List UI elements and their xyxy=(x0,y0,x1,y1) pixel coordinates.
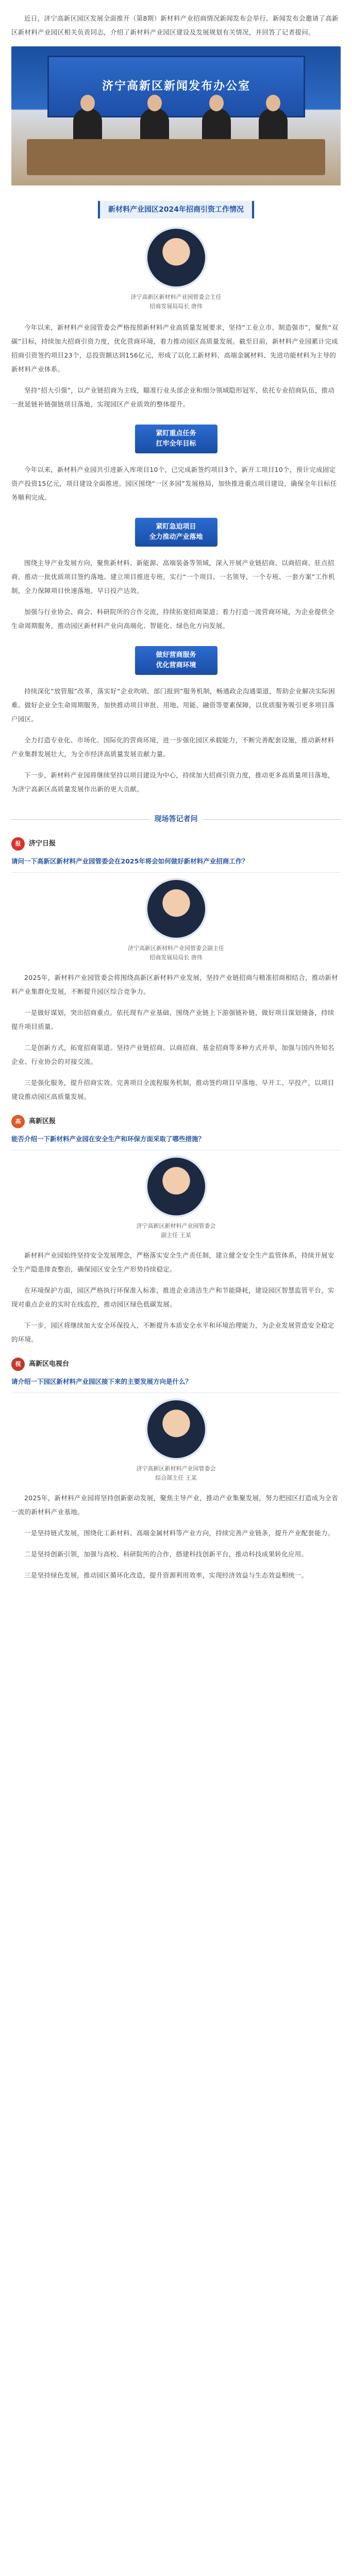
answer-paragraph: 一是做好谋划，突出招商重点。依托现有产业基础，围绕产业链上下游强链补链，做好项目谋划储备，持续提升项目质量。 xyxy=(11,1009,334,1030)
banner-line2: 扛牢全年目标 xyxy=(156,440,196,448)
speaker-card xyxy=(22,227,331,311)
screen-text: 济宁高新区新闻发布办公室 xyxy=(102,80,250,93)
body-paragraph: 持续深化“放管服”改革，落实好“企业吹哨、部门报到”服务机制，畅通政企沟通渠道，帮助企业解决实际困难。做好企业全生命周期服务，加快推动项目审批、用地、用能、融资等要素保障，以优质服务吸引更多项目落户园区。 xyxy=(11,687,336,723)
qa-divider xyxy=(11,812,341,826)
intro-paragraph: 近日，济宁高新区园区发展全面推开（第8期）新材料产业招商情况新闻发布会举行。新闻发布会邀请了高新区新材料产业园区相关负责同志，介绍了新材料产业园区建设及发展规划有关情况，并回答了记者提问。 xyxy=(11,14,339,36)
subsection-banner xyxy=(135,646,217,675)
reporter-question: 能否介绍一下新材料产业园在安全生产和环保方面采取了哪些措施？ xyxy=(11,1135,205,1143)
speaker-caption-line2: 综合部主任 王某 xyxy=(155,1475,197,1481)
answer-paragraph: 在环境保护方面，园区严格执行环保准入标准，推进企业清洁生产和节能降耗，建设园区智慧监管平台，实现对重点企业的实时在线监控，推动园区绿色低碳发展。 xyxy=(11,1286,334,1308)
speaker-card xyxy=(22,1156,331,1240)
answer-paragraph: 下一步，园区将继续加大安全环保投入，不断提升本质安全水平和环境治理能力，为企业发展营造安全稳定的环境。 xyxy=(11,1321,334,1343)
reporter-question: 请介绍一下园区新材料产业园区接下来的主要发展方向是什么？ xyxy=(11,1378,192,1385)
subsection-banner xyxy=(135,425,217,453)
speaker-caption-line1: 济宁高新区新材料产业园管委会副主任 xyxy=(128,945,224,952)
media-logo-icon: 报 xyxy=(11,837,25,851)
question-underline xyxy=(11,872,341,873)
subsection-banner xyxy=(135,518,217,547)
answer-paragraph: 三是强化服务，提升招商实效。完善项目全流程服务机制，推动签约项目早落地、早开工、早投产，以项目建设推动园区高质量发展。 xyxy=(11,1079,334,1100)
body-paragraph: 全力打造专业化、市场化、国际化的营商环境，进一步强化园区承载能力，不断完善配套设施，推动新材料产业集群发展壮大，为全市经济高质量发展贡献力量。 xyxy=(11,736,334,758)
media-logo-icon: 高 xyxy=(11,1115,25,1128)
speaker-caption-line2: 招商发展局局长 唐伟 xyxy=(149,303,203,310)
answer-paragraph: 一是坚持链式发展，围绕化工新材料、高端金属材料等产业方向，持续完善产业链条，提升产业配套能力。 xyxy=(24,1529,334,1537)
speaker-avatar xyxy=(145,227,207,289)
media-source xyxy=(11,1358,341,1371)
media-name: 济宁日报 xyxy=(29,840,56,848)
banner-line1: 紧盯急迫项目 xyxy=(156,523,196,531)
media-name: 高新区电视台 xyxy=(29,1360,70,1368)
media-source xyxy=(11,837,341,851)
speaker-card xyxy=(22,878,331,962)
speaker-caption-line2: 副主任 王某 xyxy=(161,1232,191,1239)
section-title-text: 新材料产业园区2024年招商引资工作情况 xyxy=(98,201,254,218)
answer-paragraph: 新材料产业园始终坚持安全发展理念，严格落实安全生产责任制，建立健全安全生产监管体系，持续开展安全生产隐患排查整治，确保园区安全生产形势持续稳定。 xyxy=(11,1251,334,1273)
speaker-card xyxy=(22,1398,331,1483)
media-name: 高新区报 xyxy=(29,1117,56,1125)
body-paragraph: 加强与行业协会、商会、科研院所的合作交流，持续拓宽招商渠道；着力打造一流营商环境，为企业提供全生命周期服务，推动园区新材料产业向高端化、智能化、绿色化方向发展。 xyxy=(11,608,334,630)
divider-line xyxy=(203,819,341,820)
qa-divider-text: 现场答记者问 xyxy=(154,815,198,823)
answer-paragraph: 二是创新方式，拓宽招商渠道。坚持产业链招商、以商招商、基金招商等多种方式并举，加强与国内外知名企业、行业协会的对接交流。 xyxy=(11,1044,334,1065)
banner-line1: 紧盯重点任务 xyxy=(156,430,196,437)
body-paragraph: 下一步，新材料产业园将继续坚持以项目建设为中心，持续加大招商引资力度，推动更多高质量项目落地，为济宁高新区高质量发展作出新的更大贡献。 xyxy=(11,771,334,793)
body-paragraph: 今年以来，新材料产业园管委会严格按照新材料产业高质量发展要求，坚持“工业立市、制造强市”，聚焦“双碳”目标，持续加大招商引资力度，优化营商环境，着力推动园区高质量发展。截至目前，新材料产业园累计完成招商引资签约项目23个，总投资额达到156亿元，形成了以化工新材料、高端金属材料、先进功能材料为主导的新材料产业体系。 xyxy=(11,324,339,373)
body-paragraph: 坚持“招大引强”，以产业链招商为主线，瞄准行业头部企业和细分领域隐形冠军，依托专业招商队伍，推动一批延链补链强链项目落地，实现园区产业质效的整体提升。 xyxy=(11,386,335,408)
speaker-avatar xyxy=(145,1398,207,1460)
section-heading xyxy=(11,201,341,218)
body-paragraph: 围绕主导产业发展方向，聚焦新材料、新能源、高端装备等领域，深入开展产业链招商、以商招商、驻点招商，推动一批优质项目签约落地。建立项目推进专班，实行“一个项目、一名领导、一个专班、一套方案”工作机制，全力保障项目快速落地、早日投产达效。 xyxy=(11,559,335,595)
banner-line1: 做好营商服务 xyxy=(156,651,196,659)
reporter-question: 请问一下高新区新材料产业园管委会在2025年将会如何做好新材料产业招商工作？ xyxy=(11,857,248,865)
answer-paragraph: 2025年，新材料产业园将坚持创新驱动发展，聚焦主导产业，推动产业集聚发展，努力把园区打造成为全省一流的新材料产业基地。 xyxy=(11,1494,339,1516)
banner-line2: 全力推动产业落地 xyxy=(149,533,203,541)
speaker-caption-line1: 济宁高新区新材料产业园管委会 xyxy=(136,1465,216,1472)
answer-paragraph: 二是坚持创新引领，加强与高校、科研院所的合作，搭建科技创新平台，推动科技成果转化应用。 xyxy=(24,1550,308,1558)
banner-line2: 优化营商环境 xyxy=(156,662,196,669)
media-logo-icon: 视 xyxy=(11,1358,25,1371)
media-source xyxy=(11,1115,341,1128)
divider-line xyxy=(11,819,149,820)
speaker-caption-line2: 招商发展局局长 唐伟 xyxy=(149,954,203,961)
speaker-avatar xyxy=(145,878,207,940)
press-conference-photo xyxy=(11,46,341,185)
speaker-caption-line1: 济宁高新区新材料产业园管委会主任 xyxy=(130,294,222,300)
answer-paragraph: 三是坚持绿色发展，推动园区循环化改造，提升资源利用效率，实现经济效益与生态效益相统一。 xyxy=(24,1571,308,1579)
conference-table xyxy=(27,139,325,175)
body-paragraph: 今年以来，新材料产业园共引进新入库项目10个，已完成新签约项目3个，新开工项目10个，预计完成固定资产投资15亿元，项目建设全面推进。园区围绕“一区多园”发展格局，加快推进重点项目建设，确保全年目标任务顺利完成。 xyxy=(11,466,337,501)
answer-paragraph: 2025年，新材料产业园管委会将围绕高新区新材料产业发展，坚持产业链招商与精准招商相结合，推动新材料产业集群化发展，不断提升园区综合竞争力。 xyxy=(11,974,339,995)
speaker-caption-line1: 济宁高新区新材料产业园管委会 xyxy=(136,1223,216,1229)
speaker-avatar xyxy=(145,1156,207,1217)
